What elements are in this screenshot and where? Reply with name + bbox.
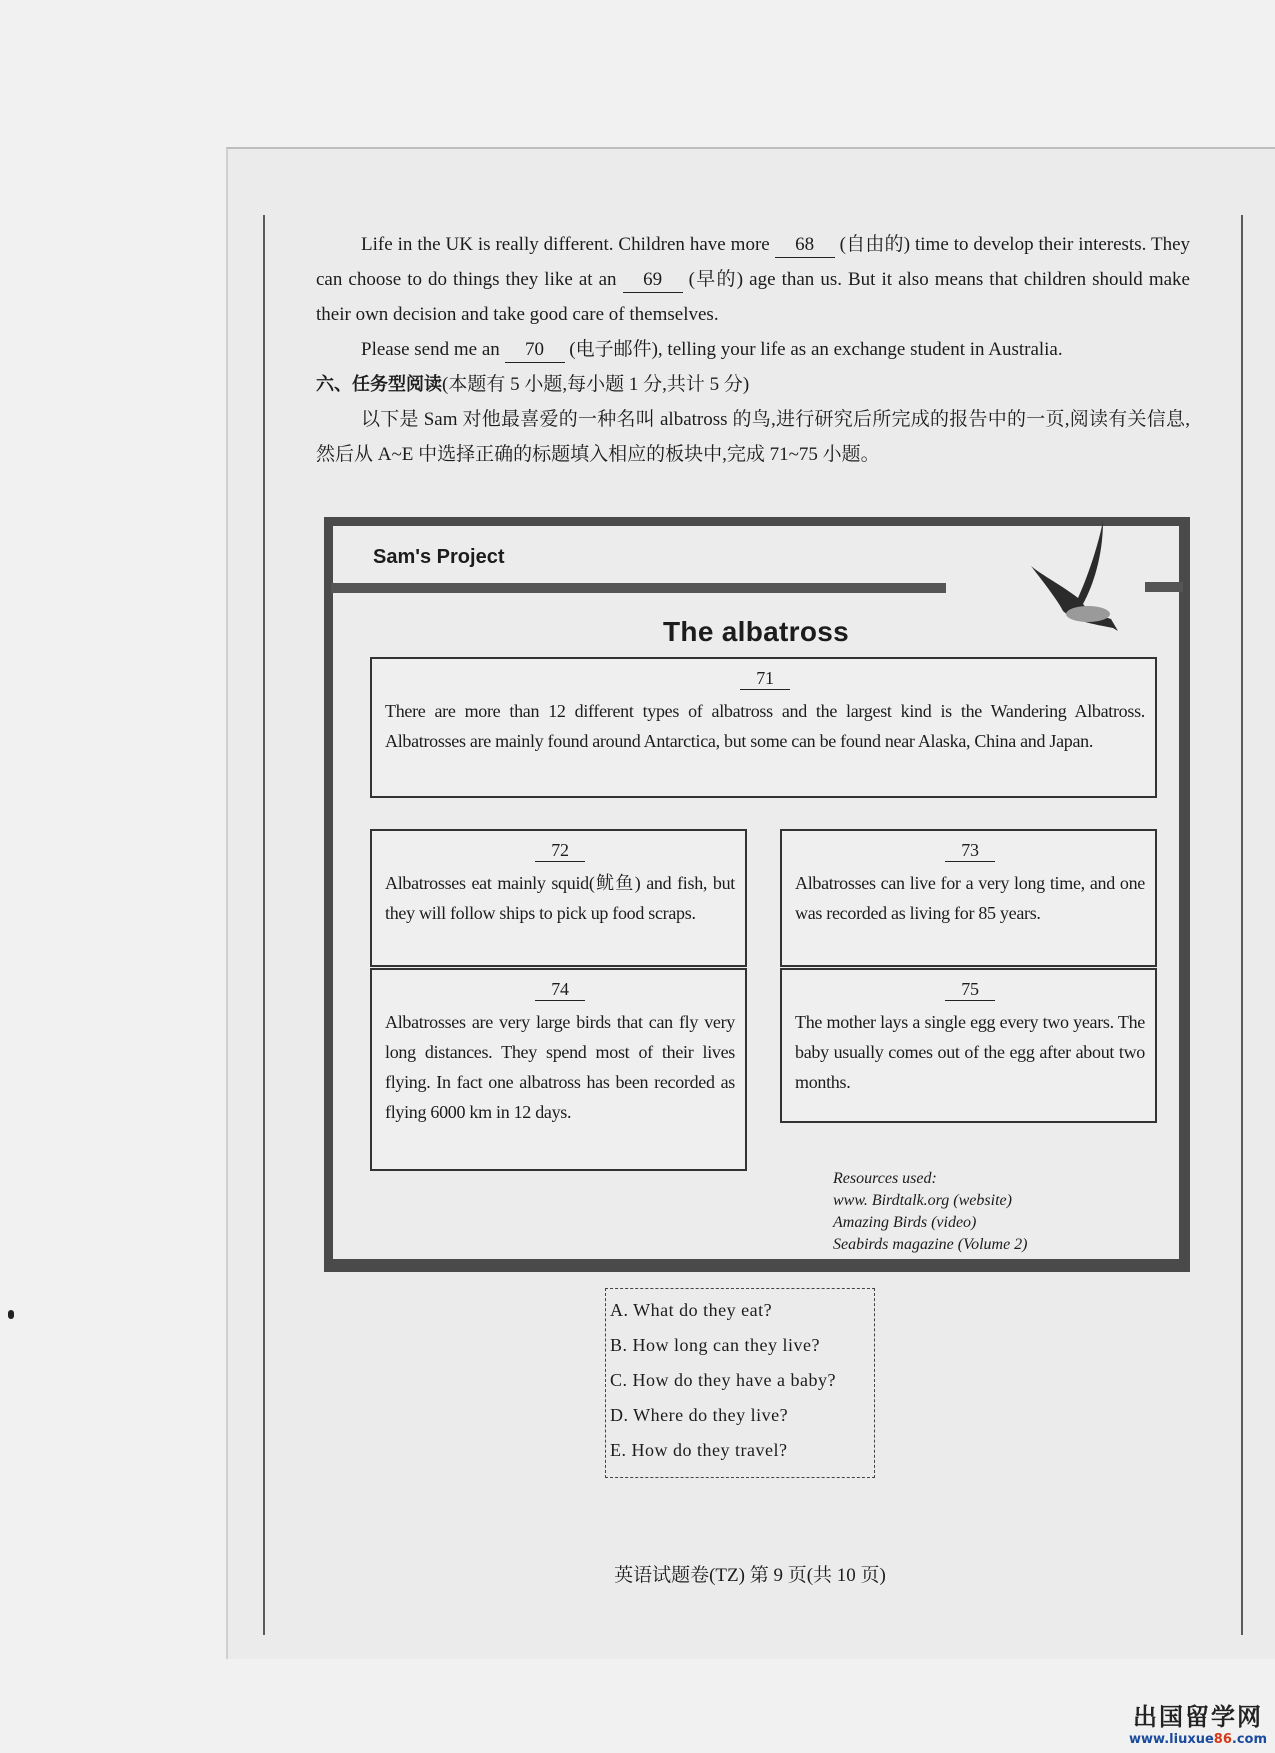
text: (自由的) time to develop their interests. They can choose to do things they like at an xyxy=(316,234,1190,290)
resources-heading: Resources used: xyxy=(833,1170,937,1187)
resources-list xyxy=(833,1168,1028,1256)
left-margin-line xyxy=(263,215,265,1635)
card-72 xyxy=(370,829,747,967)
text: Please send me an xyxy=(361,339,505,360)
watermark-url xyxy=(1129,1732,1267,1747)
blank-69: 69 xyxy=(623,268,683,293)
project-label: Sam's Project xyxy=(373,546,505,568)
section-title: 六、任务型阅读 xyxy=(316,374,442,395)
card-text: There are more than 12 different types of albatross and the largest kind is the Wandering Albatross. Albatrosses are mainly found around Antarctica, but some can be found near Alaska, China and Japan. xyxy=(385,701,1145,751)
answer-blank-72: 72 xyxy=(535,839,585,862)
blank-68: 68 xyxy=(775,233,835,258)
divider-bar xyxy=(331,583,946,593)
card-73 xyxy=(780,829,1157,967)
answer-blank-74: 74 xyxy=(535,978,585,1001)
right-margin-line xyxy=(1241,215,1243,1635)
url-part: www.liuxue xyxy=(1129,1732,1214,1747)
passage-paragraph-2 xyxy=(316,332,1190,367)
option-a: A. What do they eat? xyxy=(610,1300,773,1320)
answer-blank-73: 73 xyxy=(945,839,995,862)
text: (电子邮件), telling your life as an exchange student in Australia. xyxy=(564,339,1063,360)
blank-70: 70 xyxy=(505,338,565,363)
option-c: C. How do they have a baby? xyxy=(610,1370,836,1390)
option-e: E. How do they travel? xyxy=(610,1440,788,1460)
card-71 xyxy=(370,657,1157,798)
text: (早的) age than us. But it also means that children should make their own decision and take good care of themselves. xyxy=(316,269,1190,325)
card-74 xyxy=(370,968,747,1171)
card-75 xyxy=(780,968,1157,1123)
option-b: B. How long can they live? xyxy=(610,1335,820,1355)
url-part: .com xyxy=(1231,1732,1267,1747)
section-note: (本题有 5 小题,每小题 1 分,共计 5 分) xyxy=(442,374,750,395)
options-box xyxy=(605,1288,875,1478)
section-instructions: 以下是 Sam 对他最喜爱的一种名叫 albatross 的鸟,进行研究后所完成的报告中的一页,阅读有关信息,然后从 A~E 中选择正确的标题填入相应的板块中,完成 71~75 小题。 xyxy=(316,409,1190,465)
section-heading xyxy=(316,367,1190,402)
answer-blank-71: 71 xyxy=(740,667,790,690)
card-text: The mother lays a single egg every two years. The baby usually comes out of the egg after about two months. xyxy=(795,1012,1145,1092)
resource-item: www. Birdtalk.org (website) xyxy=(833,1192,1012,1209)
card-text: Albatrosses eat mainly squid(鱿鱼) and fish, but they will follow ships to pick up food scraps. xyxy=(385,873,735,923)
resource-item: Amazing Birds (video) xyxy=(833,1214,977,1231)
watermark-logo xyxy=(1129,1697,1267,1747)
text: Life in the UK is really different. Children have more xyxy=(361,234,775,255)
answer-blank-75: 75 xyxy=(945,978,995,1001)
card-text: Albatrosses can live for a very long time, and one was recorded as living for 85 years. xyxy=(795,873,1145,923)
card-text: Albatrosses are very large birds that can fly very long distances. They spend most of their lives flying. In fact one albatross has been recorded as flying 6000 km in 12 days. xyxy=(385,1012,735,1122)
option-d: D. Where do they live? xyxy=(610,1405,789,1425)
project-title: The albatross xyxy=(663,616,849,647)
page-footer: 英语试题卷(TZ) 第 9 页(共 10 页) xyxy=(614,1565,886,1586)
watermark-name: 出国留学网 xyxy=(1133,1703,1263,1731)
scan-mark xyxy=(8,1310,14,1319)
passage-paragraph-1 xyxy=(316,227,1190,332)
project-panel xyxy=(324,517,1190,1272)
passage xyxy=(316,227,1190,472)
resource-item: Seabirds magazine (Volume 2) xyxy=(833,1236,1028,1253)
url-part: 86 xyxy=(1213,1732,1232,1747)
